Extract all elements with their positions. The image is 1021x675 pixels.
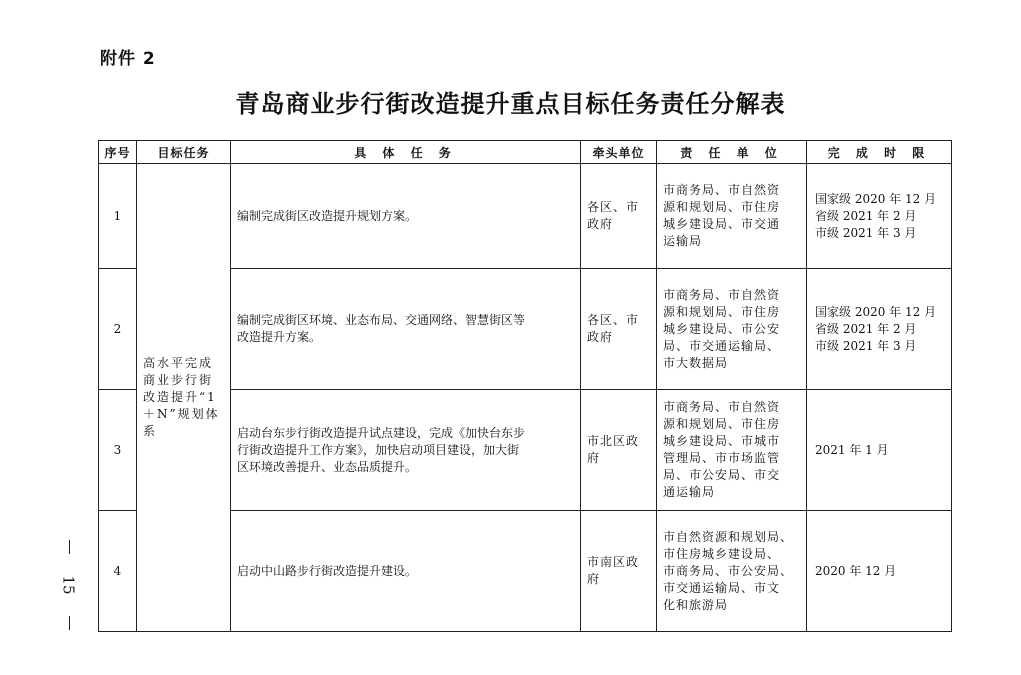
cell-time — [807, 511, 952, 632]
header-goal: 目标任务 — [137, 141, 231, 164]
cell-lead — [581, 511, 657, 632]
cell-task — [231, 390, 581, 511]
cell-goal-line: 高水平完成 — [143, 356, 214, 370]
cell-goal-line: ＋N”规划体 — [143, 407, 220, 421]
cell-resp-line: 市商务局、市自然资 — [663, 287, 781, 302]
table-row — [99, 164, 952, 269]
cell-task-line: 启动台东步行街改造提升试点建设，完成《加快台东步 — [237, 425, 526, 440]
cell-goal — [137, 164, 231, 632]
page-dash-top — [69, 540, 70, 554]
cell-time — [807, 390, 952, 511]
task-table — [98, 140, 952, 632]
cell-seq-line: 2 — [113, 321, 122, 336]
cell-lead — [581, 269, 657, 390]
page-number-text: 15 — [60, 575, 78, 595]
header-time: 完 成 时 限 — [807, 141, 952, 164]
page-number — [58, 540, 80, 630]
cell-seq — [99, 511, 137, 632]
cell-seq — [99, 164, 137, 269]
cell-lead-line: 各区、市 — [587, 313, 640, 327]
table-body — [99, 164, 952, 632]
cell-lead-line: 各区、市 — [587, 200, 640, 214]
cell-resp-line: 源和规划局、市住房 — [663, 304, 781, 319]
cell-time-line: 市级 2021 年 3 月 — [815, 338, 917, 353]
cell-time-line: 国家级 2020 年 12 月 — [815, 304, 937, 319]
header-lead: 牵头单位 — [581, 141, 657, 164]
cell-goal-line: 商业步行街 — [143, 373, 214, 387]
cell-seq-line: 4 — [113, 563, 122, 578]
cell-task-line: 改造提升方案。 — [237, 330, 322, 344]
cell-goal-line: 改造提升“1 — [143, 390, 217, 404]
cell-task — [231, 511, 581, 632]
cell-resp — [657, 269, 807, 390]
cell-resp-line: 市交通运输局、市文 — [663, 580, 781, 595]
cell-resp-line: 源和规划局、市住房 — [663, 417, 781, 431]
page-dash-bottom — [69, 616, 70, 630]
cell-seq — [99, 390, 137, 511]
cell-time-line: 国家级 2020 年 12 月 — [815, 191, 937, 206]
cell-task-line: 行街改造提升工作方案》，加快启动项目建设，加大街 — [237, 442, 520, 457]
cell-task — [231, 164, 581, 269]
cell-resp-line: 通运输局 — [663, 485, 716, 499]
cell-time — [807, 269, 952, 390]
cell-resp-line: 市住房城乡建设局、 — [663, 546, 781, 561]
cell-lead-line: 政府 — [587, 330, 614, 344]
cell-time-line: 市级 2021 年 3 月 — [815, 225, 917, 240]
cell-task-line: 区环境改善提升、业态品质提升。 — [237, 459, 418, 474]
cell-time-line: 2021 年 1 月 — [815, 442, 889, 457]
cell-resp — [657, 390, 807, 511]
cell-resp-line: 城乡建设局、市公安 — [663, 321, 781, 336]
table-header-row — [99, 141, 952, 164]
cell-seq-line: 1 — [113, 208, 122, 223]
cell-lead-line: 府 — [587, 572, 601, 586]
header-task: 具 体 任 务 — [231, 141, 581, 164]
cell-task-line: 启动中山路步行街改造提升建设。 — [237, 563, 418, 578]
cell-lead — [581, 164, 657, 269]
cell-resp-line: 市商务局、市公安局、 — [663, 563, 794, 578]
cell-resp-line: 管理局、市市场监管 — [663, 451, 781, 465]
cell-time-line: 2020 年 12 月 — [815, 563, 897, 578]
header-resp: 责 任 单 位 — [657, 141, 807, 164]
header-seq: 序号 — [99, 141, 137, 164]
cell-resp-line: 化和旅游局 — [663, 597, 729, 612]
cell-time-line: 省级 2021 年 2 月 — [815, 208, 917, 223]
cell-task-line: 编制完成街区环境、业态布局、交通网络、智慧街区等 — [237, 313, 526, 327]
cell-resp-line: 源和规划局、市住房 — [663, 200, 781, 214]
cell-time-line: 省级 2021 年 2 月 — [815, 321, 917, 336]
cell-task — [231, 269, 581, 390]
document-title: 青岛商业步行街改造提升重点目标任务责任分解表 — [235, 90, 786, 118]
cell-seq-line: 3 — [113, 442, 122, 457]
cell-resp-line: 市商务局、市自然资 — [663, 400, 781, 414]
cell-resp-line: 局、市交通运输局、 — [663, 338, 781, 353]
cell-resp-line: 城乡建设局、市城市 — [663, 434, 781, 448]
cell-lead-line: 政府 — [587, 217, 614, 231]
cell-task-line: 编制完成街区改造提升规划方案。 — [237, 208, 418, 223]
cell-lead-line: 市北区政 — [587, 434, 640, 448]
cell-resp-line: 局、市公安局、市交 — [663, 468, 781, 482]
cell-goal-line: 系 — [143, 424, 158, 438]
cell-resp-line: 市自然资源和规划局、 — [663, 529, 794, 544]
attachment-label: 附件 2 — [100, 49, 156, 69]
cell-resp-line: 市商务局、市自然资 — [663, 183, 781, 197]
cell-time — [807, 164, 952, 269]
cell-resp — [657, 511, 807, 632]
cell-resp-line: 市大数据局 — [663, 355, 729, 370]
cell-resp-line: 运输局 — [663, 234, 703, 248]
cell-resp-line: 城乡建设局、市交通 — [663, 217, 781, 231]
cell-resp — [657, 164, 807, 269]
cell-seq — [99, 269, 137, 390]
cell-lead — [581, 390, 657, 511]
cell-lead-line: 府 — [587, 451, 601, 465]
cell-lead-line: 市南区政 — [587, 555, 640, 569]
